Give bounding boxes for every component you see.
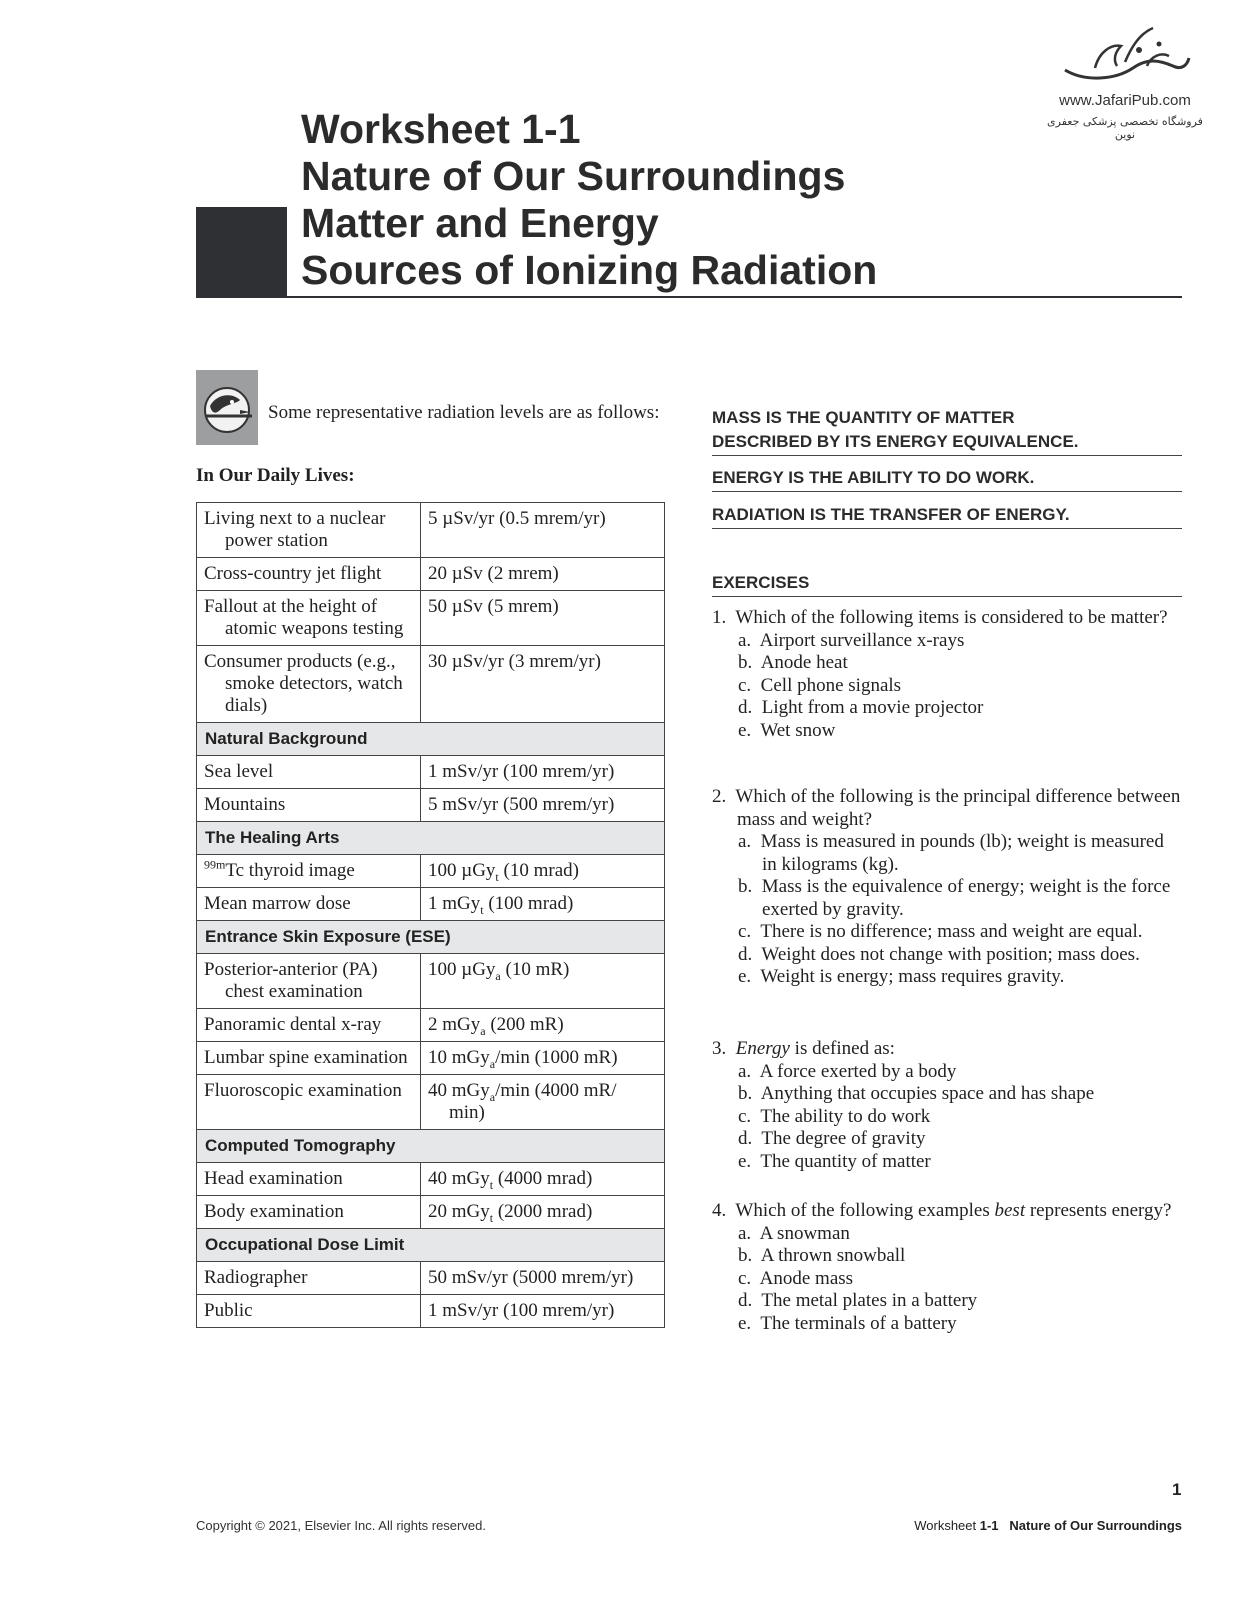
table-row — [197, 756, 665, 789]
question-2 — [712, 786, 1182, 989]
isotope-superscript: 99m — [204, 857, 226, 872]
row-value: 30 µSv/yr (3 mrem/yr) — [421, 646, 665, 723]
question-4 — [712, 1200, 1182, 1335]
section-heading: Entrance Skin Exposure (ESE) — [197, 921, 665, 954]
row-value — [421, 1196, 665, 1229]
table-row — [197, 1262, 665, 1295]
answer-option: e. Weight is energy; mass requires gravity. — [738, 966, 1065, 987]
answer-option: e. Wet snow — [738, 719, 836, 741]
row-label: Radiographer — [197, 1262, 421, 1295]
row-label: Sea level — [197, 756, 421, 789]
row-value — [421, 855, 665, 888]
question-number: 4. — [712, 1200, 727, 1221]
table-row — [197, 1295, 665, 1328]
running-footer — [914, 1518, 1182, 1533]
question-text: Which of the following is the principal difference between mass and weight? — [735, 786, 1181, 830]
value-text: 20 mGy — [428, 1201, 490, 1222]
answer-option: a. Airport surveillance x-rays — [738, 629, 965, 651]
radiation-levels-table — [196, 502, 665, 1328]
row-label-text: Tc thyroid image — [225, 860, 355, 881]
footer-worksheet-title: Nature of Our Surroundings — [1009, 1518, 1182, 1533]
row-value — [421, 888, 665, 921]
section-row — [197, 723, 665, 756]
answer-option: e. The quantity of matter — [738, 1150, 931, 1172]
row-label: Fluoroscopic examination — [197, 1075, 421, 1130]
question-text: Which of the following items is considered to be matter? — [735, 607, 1168, 628]
question-emphasis: Energy — [735, 1038, 790, 1059]
mass-statement-line-2: DESCRIBED BY ITS ENERGY EQUIVALENCE. — [712, 432, 1079, 451]
question-stem — [712, 1200, 1182, 1223]
row-label: Head examination — [197, 1163, 421, 1196]
answer-option: c. The ability to do work — [738, 1105, 931, 1127]
energy-statement: ENERGY IS THE ABILITY TO DO WORK. — [712, 466, 1182, 492]
table-row — [197, 954, 665, 1009]
value-subscript: t — [489, 1210, 494, 1225]
value-subscript: t — [495, 869, 499, 884]
page-number: 1 — [1172, 1480, 1182, 1499]
section-heading: Natural Background — [197, 723, 665, 756]
row-label: Lumbar spine examination — [204, 1047, 408, 1068]
row-value: 1 mSv/yr (100 mrem/yr) — [421, 1295, 665, 1328]
section-row — [197, 921, 665, 954]
value-text: 2 mGy — [428, 1014, 481, 1035]
row-label: Body examination — [197, 1196, 421, 1229]
section-heading: The Healing Arts — [197, 822, 665, 855]
row-label: Public — [197, 1295, 421, 1328]
value-subscript: a — [495, 968, 501, 983]
answer-option: a. Mass is measured in pounds (lb); weight is measured in kilograms (kg). — [738, 831, 1164, 875]
question-text: represents energy? — [1025, 1200, 1172, 1221]
value-text: /min (1000 mR) — [495, 1047, 618, 1068]
table-row — [197, 558, 665, 591]
question-number: 2. — [712, 786, 727, 807]
row-label — [197, 855, 421, 888]
question-3 — [712, 1038, 1182, 1173]
answer-option: d. The metal plates in a battery — [738, 1290, 978, 1311]
value-text: (4000 mrad) — [493, 1168, 593, 1189]
footer-worksheet-label: Worksheet — [914, 1518, 980, 1533]
question-stem — [712, 786, 1182, 831]
row-label: Cross-country jet flight — [204, 563, 382, 584]
answer-option: a. A snowman — [738, 1222, 850, 1244]
question-1 — [712, 607, 1182, 742]
table-row — [197, 1075, 665, 1130]
row-label: Posterior-anterior (PA) chest examination — [204, 959, 378, 1002]
table-row — [197, 646, 665, 723]
value-text: 10 mGy — [428, 1047, 490, 1068]
question-stem — [712, 1038, 1182, 1061]
value-text: 40 mGy — [428, 1168, 490, 1189]
table-row — [197, 888, 665, 921]
title-line-2: Nature of Our Surroundings — [301, 153, 846, 199]
row-value: 50 mSv/yr (5000 mrem/yr) — [421, 1262, 665, 1295]
row-value: 50 µSv (5 mrem) — [421, 591, 665, 646]
section-row — [197, 1229, 665, 1262]
answer-option: b. Anything that occupies space and has shape — [738, 1083, 1095, 1104]
question-text: Which of the following examples — [735, 1200, 995, 1221]
answer-option: b. Mass is the equivalence of energy; weight is the force exerted by gravity. — [738, 876, 1171, 920]
value-text: 100 µGy — [428, 959, 496, 980]
value-text: 1 mGy — [428, 893, 481, 914]
question-number: 3. — [712, 1038, 727, 1059]
intro-text: Some representative radiation levels are as follows: — [268, 402, 660, 423]
section-row — [197, 822, 665, 855]
row-value — [421, 954, 665, 1009]
value-wrap — [428, 1080, 657, 1124]
answer-option: d. Light from a movie projector — [738, 697, 984, 718]
table-row — [197, 591, 665, 646]
table-row — [197, 1196, 665, 1229]
row-value: 5 µSv/yr (0.5 mrem/yr) — [421, 503, 665, 558]
answer-option: e. The terminals of a battery — [738, 1312, 957, 1334]
answer-option: c. Cell phone signals — [738, 674, 902, 696]
section-row — [197, 1130, 665, 1163]
page-title — [301, 106, 877, 294]
value-subscript: a — [480, 1023, 486, 1038]
publisher-logo — [1040, 22, 1210, 141]
row-label: Panoramic dental x-ray — [197, 1009, 421, 1042]
table-row — [197, 1009, 665, 1042]
value-text: (2000 mrad) — [493, 1201, 593, 1222]
table-row — [197, 789, 665, 822]
value-text: 40 mGy — [428, 1080, 490, 1101]
copyright: Copyright © 2021, Elsevier Inc. All rights reserved. — [196, 1518, 486, 1533]
answer-option: c. Anode mass — [738, 1267, 854, 1289]
logo-url: www.JafariPub.com — [1059, 92, 1191, 109]
calligraphy-logo-icon — [1055, 22, 1195, 90]
section-heading: Occupational Dose Limit — [197, 1229, 665, 1262]
row-value: 5 mSv/yr (500 mrem/yr) — [421, 789, 665, 822]
radiation-statement: RADIATION IS THE TRANSFER OF ENERGY. — [712, 503, 1182, 529]
value-text: (200 mR) — [485, 1014, 564, 1035]
answer-option: b. A thrown snowball — [738, 1245, 906, 1266]
daily-heading: In Our Daily Lives: — [196, 465, 355, 486]
value-subscript: t — [489, 1177, 494, 1192]
logo-tagline: فروشگاه تخصصی پزشکی جعفری نوین — [1047, 115, 1203, 141]
value-subscript: t — [480, 902, 484, 917]
value-text: (10 mrad) — [498, 860, 579, 881]
title-rule — [196, 296, 1182, 298]
question-stem — [712, 607, 1182, 630]
answer-option: d. Weight does not change with position; mass does. — [738, 943, 1140, 965]
value-text: 100 µGy — [428, 860, 496, 881]
question-number: 1. — [712, 607, 727, 628]
table-row — [197, 503, 665, 558]
row-value: 20 µSv (2 mrem) — [421, 558, 665, 591]
penguin-icon — [196, 370, 258, 445]
mass-statement — [712, 406, 1182, 456]
value-text: (10 mR) — [500, 959, 570, 980]
row-label: Mean marrow dose — [197, 888, 421, 921]
value-text: /min (4000 mR/ min) — [449, 1080, 617, 1123]
row-label: Mountains — [197, 789, 421, 822]
row-label: Consumer products (e.g., smoke detectors, watch dials) — [204, 651, 403, 716]
row-value: 1 mSv/yr (100 mrem/yr) — [421, 756, 665, 789]
value-subscript: a — [489, 1089, 496, 1104]
title-line-3: Matter and Energy — [301, 200, 659, 246]
row-value — [421, 1075, 665, 1130]
title-accent-block — [196, 207, 287, 297]
answer-option: c. There is no difference; mass and weight are equal. — [738, 921, 1143, 942]
answer-option: b. Anode heat — [738, 652, 848, 673]
answer-option: a. A force exerted by a body — [738, 1060, 957, 1082]
question-text: is defined as: — [789, 1038, 895, 1059]
row-label: Living next to a nuclear power station — [204, 508, 386, 551]
question-emphasis: best — [994, 1200, 1026, 1221]
footer-worksheet-number: 1-1 — [979, 1518, 999, 1533]
exercises-heading: EXERCISES — [712, 571, 1182, 597]
title-line-4: Sources of Ionizing Radiation — [301, 247, 878, 293]
title-line-1: Worksheet 1-1 — [301, 106, 581, 152]
value-subscript: a — [489, 1056, 496, 1071]
value-text: (100 mrad) — [483, 893, 574, 914]
row-value — [421, 1163, 665, 1196]
table-row — [197, 855, 665, 888]
table-row — [197, 1163, 665, 1196]
mass-statement-line-1: MASS IS THE QUANTITY OF MATTER — [712, 408, 1015, 427]
row-value — [421, 1042, 665, 1075]
row-label: Fallout at the height of atomic weapons testing — [204, 596, 404, 639]
row-value — [421, 1009, 665, 1042]
section-heading: Computed Tomography — [197, 1130, 665, 1163]
answer-option: d. The degree of gravity — [738, 1128, 926, 1149]
table-row — [197, 1042, 665, 1075]
